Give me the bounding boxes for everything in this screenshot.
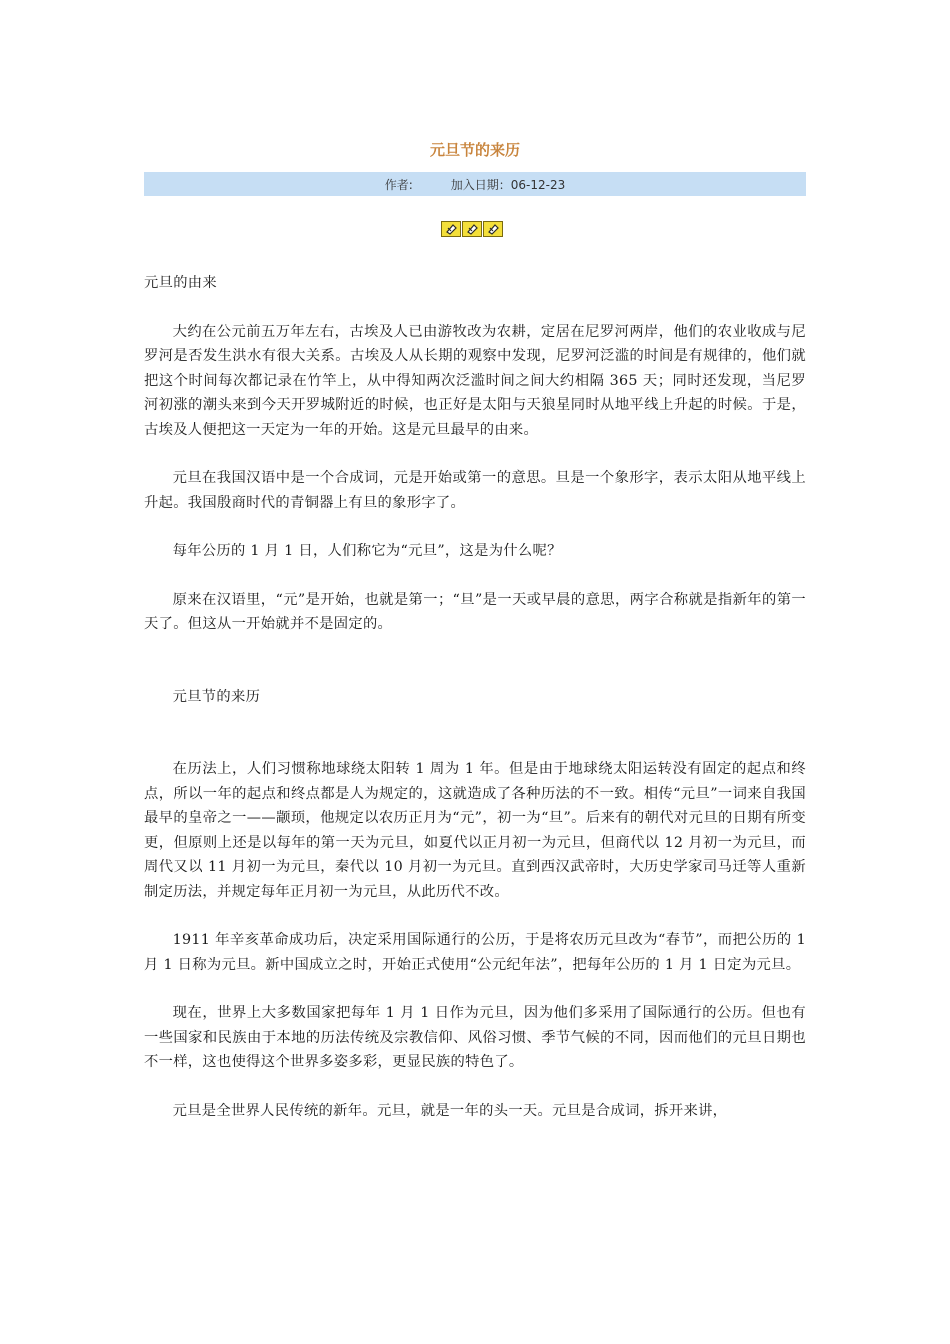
paragraph: 元旦是全世界人民传统的新年。元旦，就是一年的头一天。元旦是合成词，拆开来讲， — [172, 1102, 728, 1119]
paragraph: 现在，世界上大多数国家把每年 1 月 1 日作为元旦，因为他们多采用了国际通行的公历。但也有一些国家和民族由于本地的历法传统及宗教信仰、风俗习惯、季节气候的不同，因而他们的元旦日期也不一样，这也使得这个世界多姿多彩，更显民族的特色了。 — [144, 1005, 806, 1070]
article-title: 元旦节的来历 — [429, 141, 520, 159]
rating-star-icon — [483, 221, 503, 237]
date-label: 加入日期：06-12-23 — [450, 177, 566, 192]
rating — [441, 221, 503, 237]
section-heading: 元旦的由来 — [144, 275, 217, 291]
article-body — [144, 271, 806, 1123]
rating-star-icon — [441, 221, 461, 237]
paragraph: 在历法上，人们习惯称地球绕太阳转 1 周为 1 年。但是由于地球绕太阳运转没有固定的起点和终点，所以一年的起点和终点都是人为规定的，这就造成了各种历法的不一致。相传“元旦”一词来自我国最早的皇帝之一——颛顼，他规定以农历正月为“元”，初一为“旦”。后来有的朝代对元旦的日期有所变更，但原则上还是以每年的第一天为元旦，如夏代以正月初一为元旦，但商代以 12 月初一为元旦，而周代又以 11 月初一为元旦，秦代以 10 月初一为元旦。直到西汉武帝时，大历史学家司马迁等人重新制定历法，并规定每年正月初一为元旦，从此历代不改。 — [144, 761, 806, 900]
paragraph: 大约在公元前五万年左右，古埃及人已由游牧改为农耕，定居在尼罗河两岸，他们的农业收成与尼罗河是否发生洪水有很大关系。古埃及人从长期的观察中发现，尼罗河泛滥的时间是有规律的，他们就把这个时间每次都记录在竹竿上，从中得知两次泛滥时间之间大约相隔 365 天；同时还发现，当尼罗河初涨的潮头来到今天开罗城附近的时候，也正好是太阳与天狼星同时从地平线上升起的时候。于是，古埃及人便把这一天定为一年的开始。这是元旦最早的由来。 — [144, 323, 806, 438]
author-label: 作者: — [384, 177, 413, 192]
paragraph: 元旦在我国汉语中是一个合成词，元是开始或第一的意思。旦是一个象形字，表示太阳从地平线上升起。我国殷商时代的青铜器上有旦的象形字了。 — [144, 470, 806, 511]
article-meta-bar — [144, 172, 806, 196]
paragraph: 原来在汉语里，“元”是开始，也就是第一；“旦”是一天或早晨的意思，两字合称就是指新年的第一天了。但这从一开始就并不是固定的。 — [144, 591, 806, 632]
paragraph: 每年公历的 1 月 1 日，人们称它为“元旦”，这是为什么呢？ — [172, 543, 562, 559]
rating-star-icon — [462, 221, 482, 237]
section-heading: 元旦节的来历 — [172, 688, 261, 705]
paragraph: 1911 年辛亥革命成功后，决定采用国际通行的公历，于是将农历元旦改为“春节”，而把公历的 1 月 1 日称为元旦。新中国成立之时，开始正式使用“公元纪年法”，把每年公历的 1 月 1 日定为元旦。 — [144, 932, 806, 973]
